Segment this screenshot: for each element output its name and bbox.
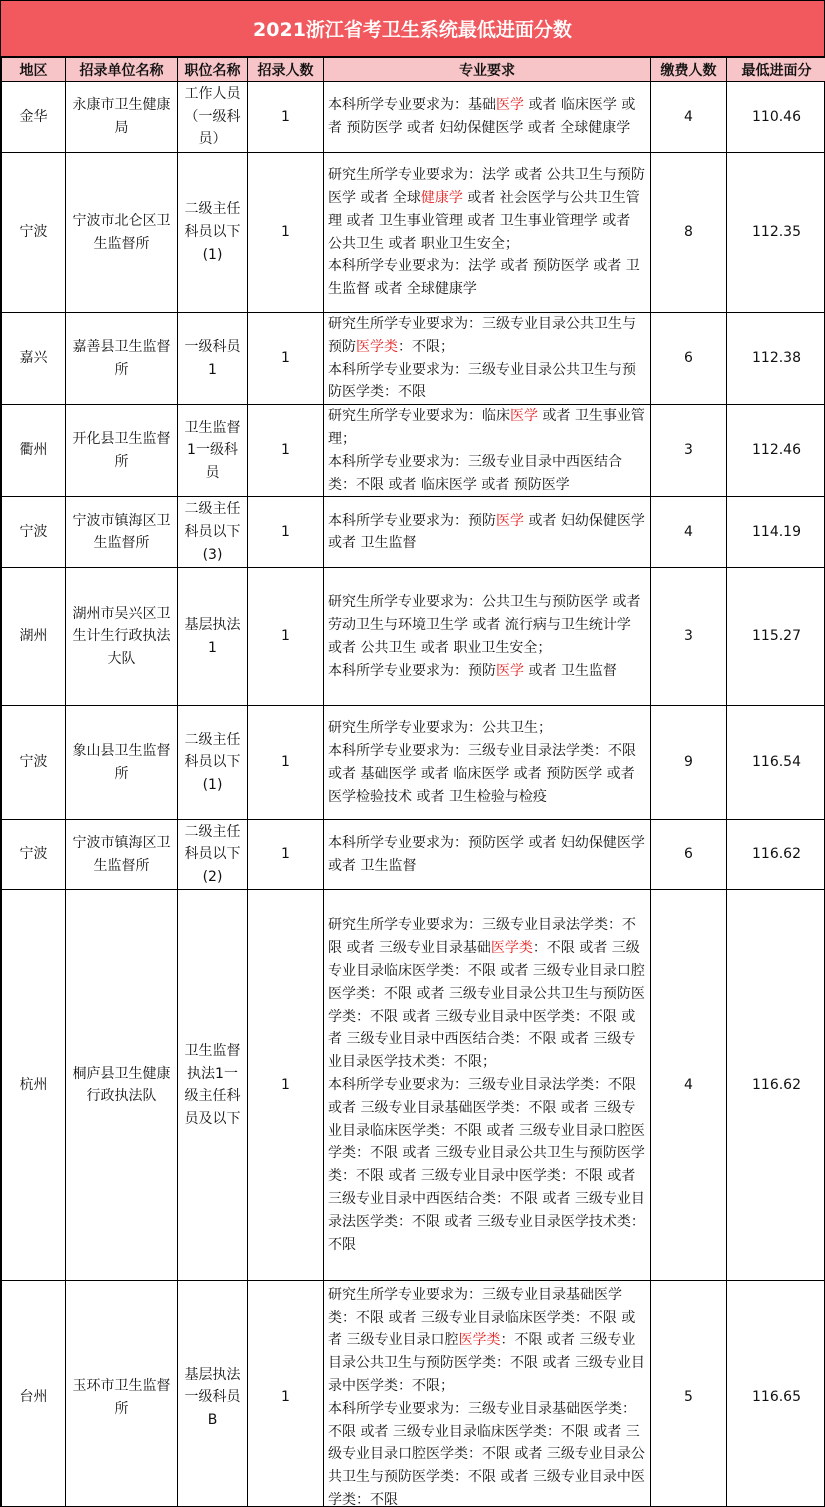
cell-quota: 1 [248,313,324,405]
cell-score: 110.46 [727,82,825,153]
requirement-text: 本科所学专业要求为：预防 [328,512,496,529]
requirement-text: 或者 妇幼保健医学 或者 卫生监督 [328,512,650,552]
highlight-text: 医学 [496,662,524,679]
table-row [2,313,825,405]
cell-quota: 1 [248,82,324,153]
score-table [1,57,825,1507]
cell-position: 二级主任科员以下(1) [178,153,248,313]
cell-requirement [324,820,651,890]
table-row [2,820,825,890]
requirement-text: ：不限 或者 三级专业目录临床医学类：不限 或者 三级专业目录口腔医学类：不限 或者 三级专业目录公共卫生与预防医学类：不限 或者 三级专业目录中医学类：不限 或者 三级专业目录中西医结合类：不限 或者 三级专业目录医学技术类：不限； 本科所学专业要求为：三级专业目录法学类：不限 或者 三级专业目录基础医学类：不限 或者 三级专业目录临床医学类：不限 或者 三级专业目录口腔医学类：不限 或者 三级专业目录公共卫生与预防医学类：不限 或者 三级专业目录中医学类：不限 或者 三级专业目录中西医结合类：不限 或者 三级专业目录法医学类：不限 或者 三级专业目录医学技术类：不限 [328,940,645,1253]
cell-unit: 永康市卫生健康局 [66,82,178,153]
cell-quota: 1 [248,1281,324,1507]
header-applicants: 缴费人数 [651,58,727,82]
table-row [2,706,825,820]
cell-applicants: 8 [651,153,727,313]
table-row [2,82,825,153]
cell-position: 一级科员1 [178,313,248,405]
cell-region: 宁波 [2,706,66,820]
cell-position: 二级主任科员以下(2) [178,820,248,890]
cell-position: 基层执法1 [178,568,248,706]
table-row [2,568,825,706]
cell-unit: 宁波市镇海区卫生监督所 [66,497,178,568]
cell-applicants: 4 [651,497,727,568]
requirement-text: 或者 卫生监督 [524,662,617,679]
requirement-text: 研究生所学专业要求为：三级专业目录公共卫生与预防 [328,316,636,355]
cell-region: 宁波 [2,153,66,313]
header-region: 地区 [2,58,66,82]
cell-region: 杭州 [2,890,66,1281]
cell-unit: 开化县卫生监督所 [66,405,178,497]
cell-applicants: 6 [651,820,727,890]
sheet-title: 2021浙江省考卫生系统最低进面分数 [1,1,824,57]
highlight-text: 医学类 [458,1332,501,1349]
cell-position: 二级主任科员以下(3) [178,497,248,568]
requirement-text: 或者 临床医学 或者 预防医学 或者 妇幼保健医学 或者 全球健康学 [328,97,636,136]
cell-quota: 1 [248,890,324,1281]
cell-applicants: 4 [651,82,727,153]
requirement-text: ：不限； 本科所学专业要求为：三级专业目录公共卫生与预防医学类：不限 [328,338,636,401]
requirement-text: 或者 卫生事业管理； 本科所学专业要求为：三级专业目录中西医结合类：不限 或者 临床医学 或者 预防医学 [328,408,645,493]
cell-requirement [324,706,651,820]
cell-region: 嘉兴 [2,313,66,405]
highlight-text: 医学类 [490,940,533,957]
cell-score: 114.19 [727,497,825,568]
header-unit: 招录单位名称 [66,58,178,82]
requirement-text: 研究生所学专业要求为：法学 或者 公共卫生与预防医学 或者 全球 [328,167,645,206]
cell-position: 卫生监督1一级科员 [178,405,248,497]
cell-score: 115.27 [727,568,825,706]
highlight-text: 健康学 [420,189,463,206]
cell-position: 卫生监督执法1一级主任科员及以下 [178,890,248,1281]
cell-applicants: 3 [651,568,727,706]
cell-region: 宁波 [2,497,66,568]
table-row [2,405,825,497]
cell-unit: 象山县卫生监督所 [66,706,178,820]
header-requirement: 专业要求 [324,58,651,82]
requirement-text: 研究生所学专业要求为：三级专业目录基础医学类：不限 或者 三级专业目录临床医学类：不限 或者 三级专业目录口腔 [328,1286,636,1349]
requirement-text: 本科所学专业要求为：基础 [328,97,496,114]
header-position: 职位名称 [178,58,248,82]
cell-unit: 桐庐县卫生健康行政执法队 [66,890,178,1281]
highlight-text: 医学 [510,408,538,425]
requirement-text: 研究生所学专业要求为：三级专业目录法学类：不限 或者 三级专业目录基础 [328,917,636,957]
cell-quota: 1 [248,497,324,568]
cell-unit: 湖州市吴兴区卫生计生行政执法大队 [66,568,178,706]
cell-score: 116.65 [727,1281,825,1507]
cell-score: 116.62 [727,820,825,890]
requirement-text: 或者 社会医学与公共卫生管理 或者 卫生事业管理 或者 卫生事业管理学 或者 公共卫生 或者 职业卫生安全； 本科所学专业要求为：法学 或者 预防医学 或者 卫生监督 或者 全球健康学 [328,189,640,298]
cell-requirement [324,405,651,497]
cell-score: 112.38 [727,313,825,405]
cell-position: 工作人员（一级科员） [178,82,248,153]
cell-score: 112.46 [727,405,825,497]
cell-score: 116.54 [727,706,825,820]
cell-unit: 宁波市北仑区卫生监督所 [66,153,178,313]
requirement-text: 研究生所学专业要求为：临床 [328,408,510,425]
cell-unit: 嘉善县卫生监督所 [66,313,178,405]
cell-unit: 宁波市镇海区卫生监督所 [66,820,178,890]
table-row [2,1281,825,1507]
cell-quota: 1 [248,568,324,706]
cell-region: 台州 [2,1281,66,1507]
cell-applicants: 5 [651,1281,727,1507]
requirement-text: 研究生所学专业要求为：公共卫生； 本科所学专业要求为：三级专业目录法学类：不限 或者 基础医学 或者 临床医学 或者 预防医学 或者 医学检验技术 或者 卫生检验与检疫 [328,720,636,805]
cell-quota: 1 [248,153,324,313]
cell-region: 金华 [2,82,66,153]
cell-region: 衢州 [2,405,66,497]
cell-requirement [324,153,651,313]
highlight-text: 医学类 [356,338,398,355]
cell-requirement [324,890,651,1281]
requirement-text: 研究生所学专业要求为：公共卫生与预防医学 或者 劳动卫生与环境卫生学 或者 流行病与卫生统计学 或者 公共卫生 或者 职业卫生安全； 本科所学专业要求为：预防 [328,594,641,679]
cell-region: 宁波 [2,820,66,890]
cell-position: 二级主任科员以下(1) [178,706,248,820]
table-row [2,153,825,313]
table-row [2,497,825,568]
cell-requirement [324,568,651,706]
cell-applicants: 4 [651,890,727,1281]
cell-applicants: 6 [651,313,727,405]
cell-unit: 玉环市卫生监督所 [66,1281,178,1507]
cell-requirement [324,1281,651,1507]
header-quota: 招录人数 [248,58,324,82]
highlight-text: 医学 [496,512,524,529]
cell-quota: 1 [248,706,324,820]
cell-requirement [324,497,651,568]
cell-requirement [324,82,651,153]
cell-quota: 1 [248,820,324,890]
cell-position: 基层执法一级科员B [178,1281,248,1507]
cell-score: 116.62 [727,890,825,1281]
cell-requirement [324,313,651,405]
cell-applicants: 9 [651,706,727,820]
cell-quota: 1 [248,405,324,497]
header-score: 最低进面分 [727,58,825,82]
highlight-text: 医学 [496,97,524,114]
cell-applicants: 3 [651,405,727,497]
cell-score: 112.35 [727,153,825,313]
requirement-text: ：不限 或者 三级专业目录公共卫生与预防医学类：不限 或者 三级专业目录中医学类：不限； 本科所学专业要求为：三级专业目录基础医学类：不限 或者 三级专业目录临床医学类：不限 或者 三级专业目录口腔医学类：不限 或者 三级专业目录公共卫生与预防医学类：不限 或者 三级专业目录中医学类：不限 [328,1332,645,1507]
header-row [2,58,825,82]
cell-region: 湖州 [2,568,66,706]
table-row [2,890,825,1281]
requirement-text: 本科所学专业要求为：预防医学 或者 妇幼保健医学 或者 卫生监督 [328,835,650,874]
